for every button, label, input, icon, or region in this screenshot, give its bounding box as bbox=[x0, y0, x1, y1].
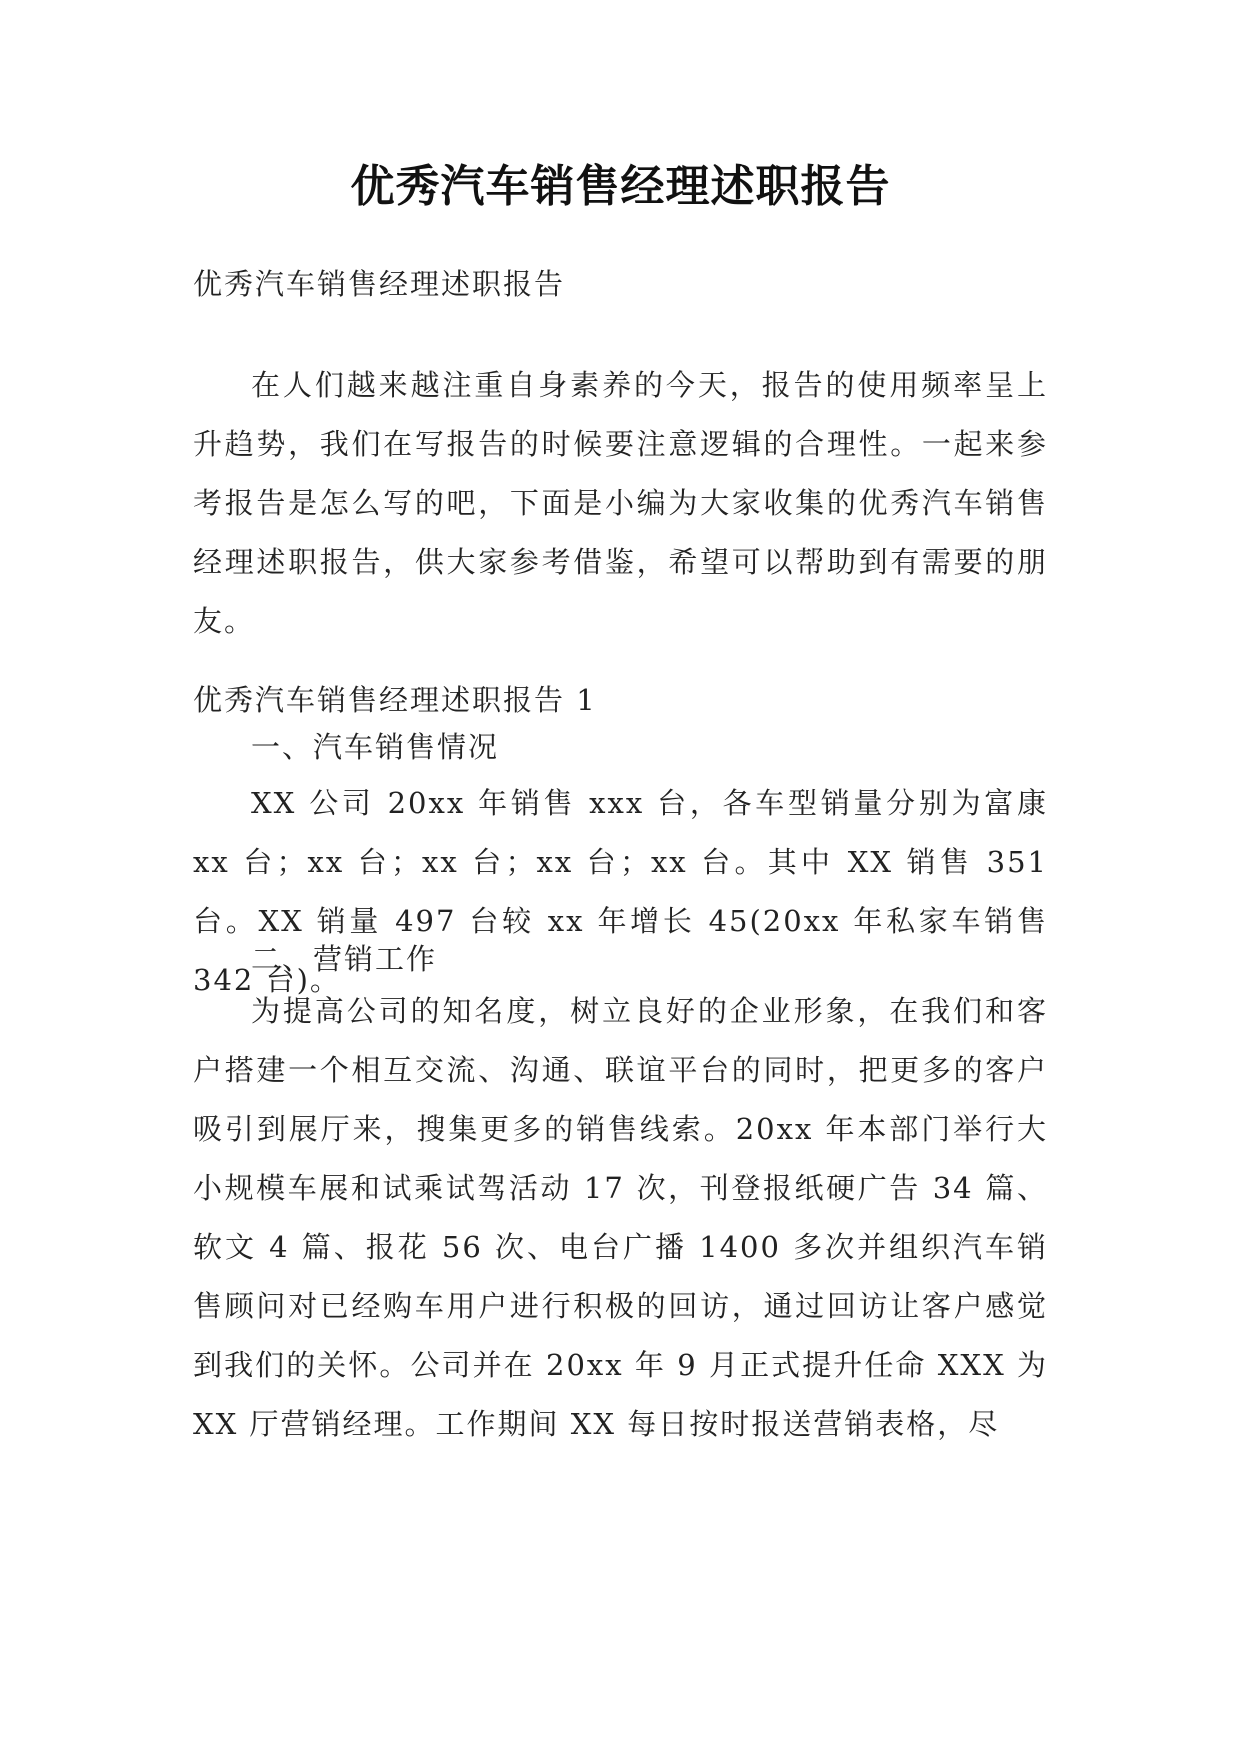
document-title: 优秀汽车销售经理述职报告 bbox=[350, 161, 891, 212]
section-1-paragraph: XX 公司 20xx 年销售 xxx 台，各车型销量分别为富康 xx 台；xx 台；xx 台；xx 台；xx 台。其中 XX 销售 351 台。XX 销量 497 台较 xx 年增长 45(20xx 年私家车销售 342 台)。 bbox=[193, 786, 1048, 997]
document-subtitle: 优秀汽车销售经理述职报告 bbox=[193, 267, 566, 301]
section-2-paragraph: 为提高公司的知名度，树立良好的企业形象，在我们和客户搭建一个相互交流、沟通、联谊平台的同时，把更多的客户吸引到展厅来，搜集更多的销售线索。20xx 年本部门举行大小规模车展和试乘试驾活动 17 次，刊登报纸硬广告 34 篇、软文 4 篇、报花 56 次、电台广播 1400 多次并组织汽车销售顾问对已经购车用户进行积极的回访，通过回访让客户感觉到我们的关怀。公司并在 20xx 年 9 月正式提升任命 XXX 为 XX 厅营销经理。工作期间 XX 每日按时报送营销表格，尽 bbox=[193, 994, 1048, 1441]
section-2-heading: 二、营销工作 bbox=[251, 942, 438, 976]
report-heading: 优秀汽车销售经理述职报告 1 bbox=[193, 683, 597, 717]
intro-paragraph: 在人们越来越注重自身素养的今天，报告的使用频率呈上升趋势，我们在写报告的时候要注意逻辑的合理性。一起来参考报告是怎么写的吧，下面是小编为大家收集的优秀汽车销售经理述职报告，供大家参考借鉴，希望可以帮助到有需要的朋友。 bbox=[193, 368, 1048, 638]
section-1-heading: 一、汽车销售情况 bbox=[251, 730, 500, 764]
